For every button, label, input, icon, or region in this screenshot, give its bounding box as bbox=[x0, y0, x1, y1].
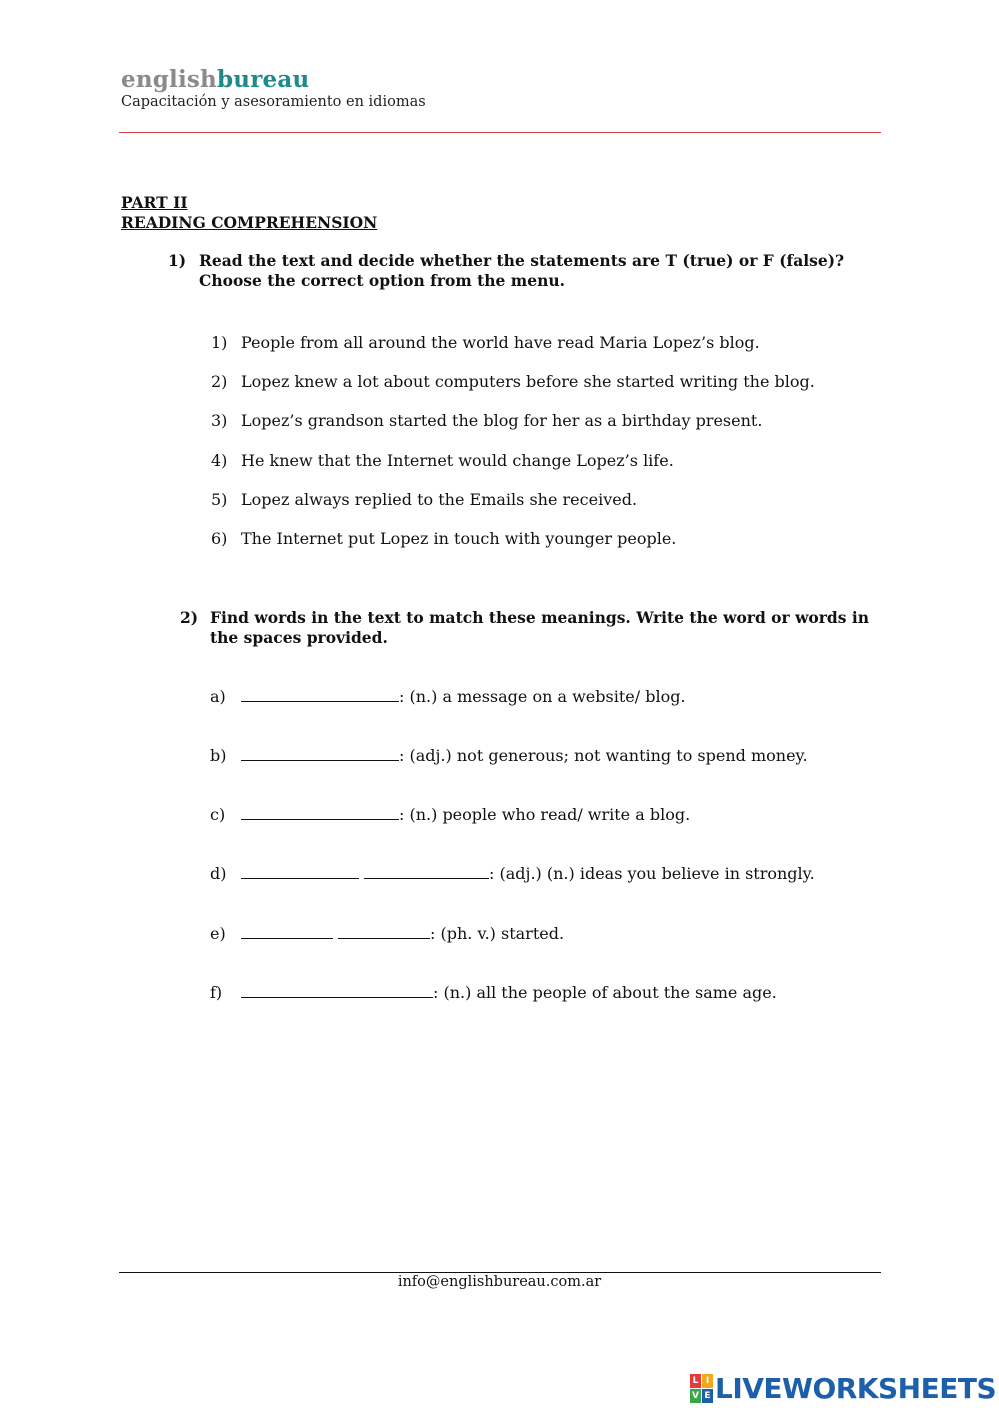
statement-text[interactable]: Lopez always replied to the Emails she received. bbox=[241, 490, 638, 509]
brand-logo bbox=[121, 66, 309, 93]
answer-blank-1[interactable] bbox=[241, 924, 333, 939]
answer-blank-1[interactable] bbox=[241, 864, 359, 879]
item-letter: d) bbox=[210, 864, 227, 883]
question-2-number: 2) bbox=[180, 608, 199, 627]
question-1-instruction-line2: Choose the correct option from the menu. bbox=[199, 271, 565, 290]
answer-blank[interactable] bbox=[241, 687, 399, 702]
item-letter: c) bbox=[210, 805, 226, 824]
section-title: READING COMPREHENSION bbox=[121, 213, 378, 232]
match-item bbox=[241, 687, 686, 706]
question-2-instruction bbox=[210, 608, 869, 648]
statement-number: 5) bbox=[211, 490, 228, 509]
item-definition: : (n.) a message on a website/ blog. bbox=[399, 687, 686, 706]
footer-email: info@englishbureau.com.ar bbox=[397, 1274, 602, 1290]
question-1-instruction bbox=[199, 251, 844, 291]
item-definition: : (adj.) not generous; not wanting to spend money. bbox=[399, 746, 808, 765]
item-letter: f) bbox=[210, 983, 223, 1002]
statement-text[interactable]: He knew that the Internet would change Lopez’s life. bbox=[241, 451, 674, 470]
statement-number: 6) bbox=[211, 529, 228, 548]
match-item bbox=[241, 924, 564, 943]
statement-text[interactable]: The Internet put Lopez in touch with younger people. bbox=[241, 529, 677, 548]
match-item bbox=[241, 983, 777, 1002]
item-letter: a) bbox=[210, 687, 226, 706]
item-letter: e) bbox=[210, 924, 226, 943]
part-heading: PART II bbox=[121, 193, 188, 212]
match-item bbox=[241, 805, 690, 824]
question-2-instruction-line2: the spaces provided. bbox=[210, 628, 388, 647]
logo-letter: V bbox=[690, 1389, 701, 1403]
match-item bbox=[241, 864, 815, 883]
item-letter: b) bbox=[210, 746, 227, 765]
brand-tagline: Capacitación y asesoramiento en idiomas bbox=[121, 94, 426, 110]
item-definition: : (n.) all the people of about the same age. bbox=[433, 983, 777, 1002]
header-divider bbox=[119, 132, 881, 133]
logo-letter: L bbox=[690, 1374, 701, 1388]
statement-number: 2) bbox=[211, 372, 228, 391]
question-1-number: 1) bbox=[168, 251, 187, 270]
statement-number: 1) bbox=[211, 333, 228, 352]
brand-english: english bbox=[121, 66, 217, 93]
question-1-instruction-line1: Read the text and decide whether the statements are T (true) or F (false)? bbox=[199, 251, 845, 270]
answer-blank-2[interactable] bbox=[338, 924, 430, 939]
liveworksheets-wordmark: LIVEWORKSHEETS bbox=[715, 1371, 997, 1405]
item-definition: : (n.) people who read/ write a blog. bbox=[399, 805, 691, 824]
answer-blank[interactable] bbox=[241, 805, 399, 820]
match-item bbox=[241, 746, 808, 765]
item-definition: : (ph. v.) started. bbox=[430, 924, 565, 943]
statement-number: 4) bbox=[211, 451, 228, 470]
answer-blank[interactable] bbox=[241, 746, 399, 761]
statement-text[interactable]: Lopez knew a lot about computers before she started writing the blog. bbox=[241, 372, 815, 391]
statement-text[interactable]: People from all around the world have read Maria Lopez’s blog. bbox=[241, 333, 760, 352]
statement-text[interactable]: Lopez’s grandson started the blog for her as a birthday present. bbox=[241, 411, 763, 430]
logo-letter: I bbox=[702, 1374, 713, 1388]
liveworksheets-watermark[interactable] bbox=[690, 1372, 996, 1404]
answer-blank-2[interactable] bbox=[364, 864, 489, 879]
statement-number: 3) bbox=[211, 411, 228, 430]
liveworksheets-logo-icon bbox=[690, 1374, 713, 1403]
footer-divider bbox=[119, 1272, 881, 1273]
item-definition: : (adj.) (n.) ideas you believe in strongly. bbox=[489, 864, 815, 883]
question-2-instruction-line1: Find words in the text to match these meanings. Write the word or words in bbox=[210, 608, 870, 627]
answer-blank[interactable] bbox=[241, 983, 433, 998]
logo-letter: E bbox=[702, 1389, 713, 1403]
brand-bureau: bureau bbox=[216, 66, 310, 93]
